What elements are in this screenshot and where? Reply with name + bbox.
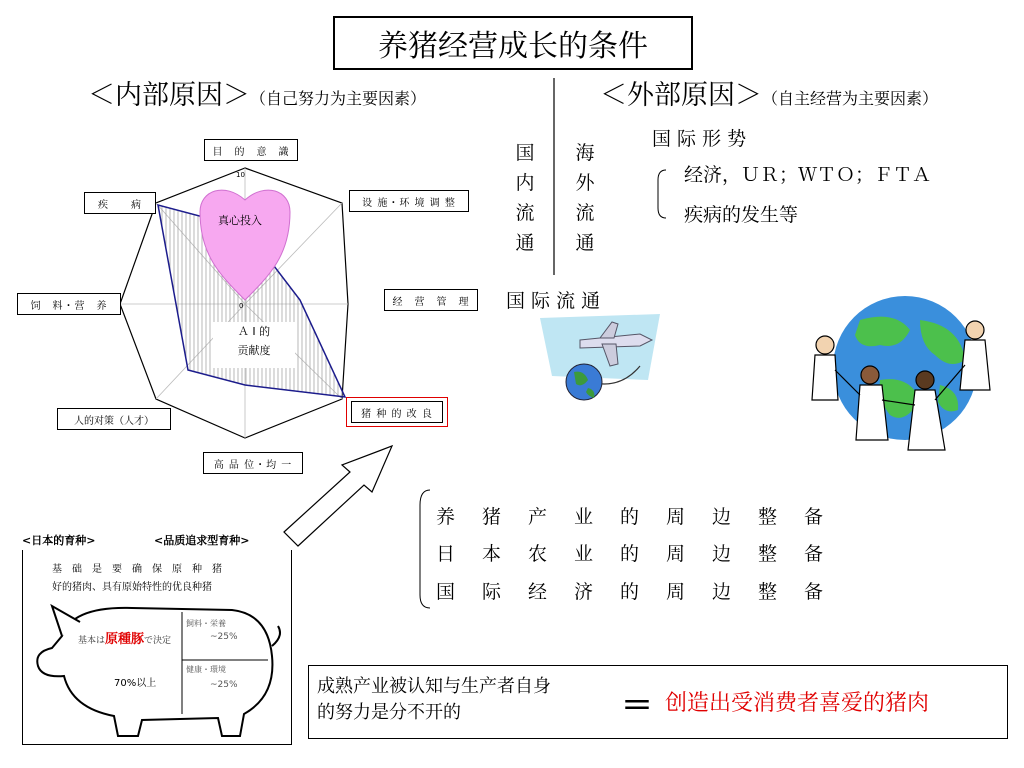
peripheral-char: 业 — [574, 506, 594, 528]
conclusion-equals: ＝ — [621, 686, 654, 724]
conclusion-left — [317, 674, 551, 726]
ai-label-line1: Ａ I 的 — [237, 325, 271, 338]
external-heading-note: （自主经营为主要因素） — [762, 89, 939, 108]
peripheral-char: 边 — [712, 506, 732, 528]
breeding-panel — [22, 532, 290, 744]
situation-item-disease: 疾病的发生等 — [684, 204, 799, 226]
pig-base-prefix: 基本は — [78, 636, 106, 646]
conclusion-left-line1: 成熟产业被认知与生产者自身 — [317, 676, 551, 697]
peripheral-char: 经 — [528, 581, 548, 603]
peripheral-char: 的 — [620, 581, 640, 603]
domestic-char: 国 — [515, 142, 535, 164]
peripheral-char: 本 — [482, 543, 502, 565]
radar-scale-max: 10 — [236, 171, 245, 179]
peripheral-char: 产 — [528, 506, 548, 528]
international-situation-heading: 国 际 形 势 — [652, 128, 747, 150]
internal-heading-note: （自己努力为主要因素） — [250, 89, 427, 108]
peripheral-char: 周 — [666, 543, 686, 565]
axis-label-human: 人的对策（人才） — [57, 408, 171, 430]
peripheral-char: 国 — [436, 581, 456, 603]
peripheral-char: 备 — [804, 581, 824, 603]
overseas-char: 外 — [575, 172, 595, 194]
peripheral-char: 边 — [712, 543, 732, 565]
overseas-char: 通 — [575, 232, 595, 254]
pig-base-suffix: で決定 — [144, 636, 172, 646]
overseas-distribution — [572, 138, 598, 258]
peripheral-char: 边 — [712, 581, 732, 603]
axis-label-quality: 高 品 位・均 一 — [203, 452, 303, 474]
conclusion-left-line2: 的努力是分不开的 — [317, 702, 461, 723]
domestic-char: 内 — [515, 172, 535, 194]
peripheral-char: 的 — [620, 543, 640, 565]
peripheral-brace — [420, 490, 430, 608]
pig-percent: 70%以上 — [114, 678, 157, 689]
peripheral-char: 备 — [804, 506, 824, 528]
peripheral-char: 济 — [574, 581, 594, 603]
overseas-char: 海 — [575, 142, 595, 164]
page-title: 养猪经营成长的条件 — [333, 16, 693, 70]
peripheral-row-agriculture — [436, 539, 850, 566]
overseas-char: 流 — [575, 202, 595, 224]
breeding-desc-line2: 好的猪肉、具有原始特性的优良种猪 — [52, 582, 212, 593]
axis-label-facilities: 设 施・环 境 调 整 — [349, 190, 469, 212]
conclusion-box — [308, 665, 1008, 739]
radar-scale-min: 0 — [239, 302, 244, 310]
globe-icon — [833, 296, 977, 440]
domestic-char: 通 — [515, 232, 535, 254]
axis-label-purpose: 目 的 意 識 — [204, 139, 298, 161]
peripheral-char: 养 — [436, 506, 456, 528]
breeding-desc-line1: 基 础 是 要 确 保 原 种 猪 — [52, 564, 222, 575]
axis-label-breed-inner: 猪 种 的 改 良 — [351, 401, 443, 423]
peripheral-char: 日 — [436, 543, 456, 565]
international-distribution-label: 国 际 流 通 — [506, 290, 601, 312]
peripheral-char: 周 — [666, 506, 686, 528]
conclusion-right: 创造出受消费者喜爱的猪肉 — [665, 691, 930, 716]
airplane-globe-clipart — [540, 310, 670, 410]
peripheral-row-economy — [436, 577, 850, 604]
pig-illustration — [32, 596, 282, 738]
peripheral-char: 周 — [666, 581, 686, 603]
situation-brace — [658, 170, 666, 218]
peripheral-row-industry — [436, 502, 850, 529]
breeding-right-heading: <品质追求型育种> — [154, 534, 250, 547]
feed-percent: ~25% — [210, 632, 238, 642]
ai-label-line2: 贡献度 — [237, 344, 271, 357]
peripheral-char: 际 — [482, 581, 502, 603]
feed-label: 飼料・栄養 — [186, 619, 226, 628]
peripheral-char: 业 — [574, 543, 594, 565]
breeding-left-heading: <日本的育种> — [22, 534, 96, 547]
ai-contribution-box — [213, 322, 295, 368]
peripheral-char: 整 — [758, 506, 778, 528]
internal-heading-label: ＜内部原因＞ — [88, 80, 250, 111]
domestic-char: 流 — [515, 202, 535, 224]
globe-people-clipart — [800, 290, 1000, 470]
peripheral-char: 农 — [528, 543, 548, 565]
axis-label-management: 经 营 管 理 — [384, 289, 478, 311]
axis-label-disease: 疾 病 — [84, 192, 156, 214]
peripheral-char: 猪 — [482, 506, 502, 528]
external-heading-label: ＜外部原因＞ — [600, 80, 762, 111]
peripheral-char: 整 — [758, 543, 778, 565]
health-percent: ~25% — [210, 680, 238, 690]
pig-base-text — [78, 628, 171, 647]
peripheral-char: 备 — [804, 543, 824, 565]
pig-base-big: 原種豚 — [105, 632, 145, 647]
situation-item-economy: 经济，ＵＲ；ＷＴＯ；ＦＴＡ — [684, 164, 932, 186]
peripheral-char: 的 — [620, 506, 640, 528]
axis-label-feed: 饲 料・营 养 — [17, 293, 121, 315]
domestic-distribution — [512, 138, 538, 258]
peripheral-char: 整 — [758, 581, 778, 603]
axis-label-breed-improvement — [346, 397, 448, 427]
health-label: 健康・環境 — [186, 665, 226, 674]
heart-label: 真心投入 — [218, 214, 262, 227]
